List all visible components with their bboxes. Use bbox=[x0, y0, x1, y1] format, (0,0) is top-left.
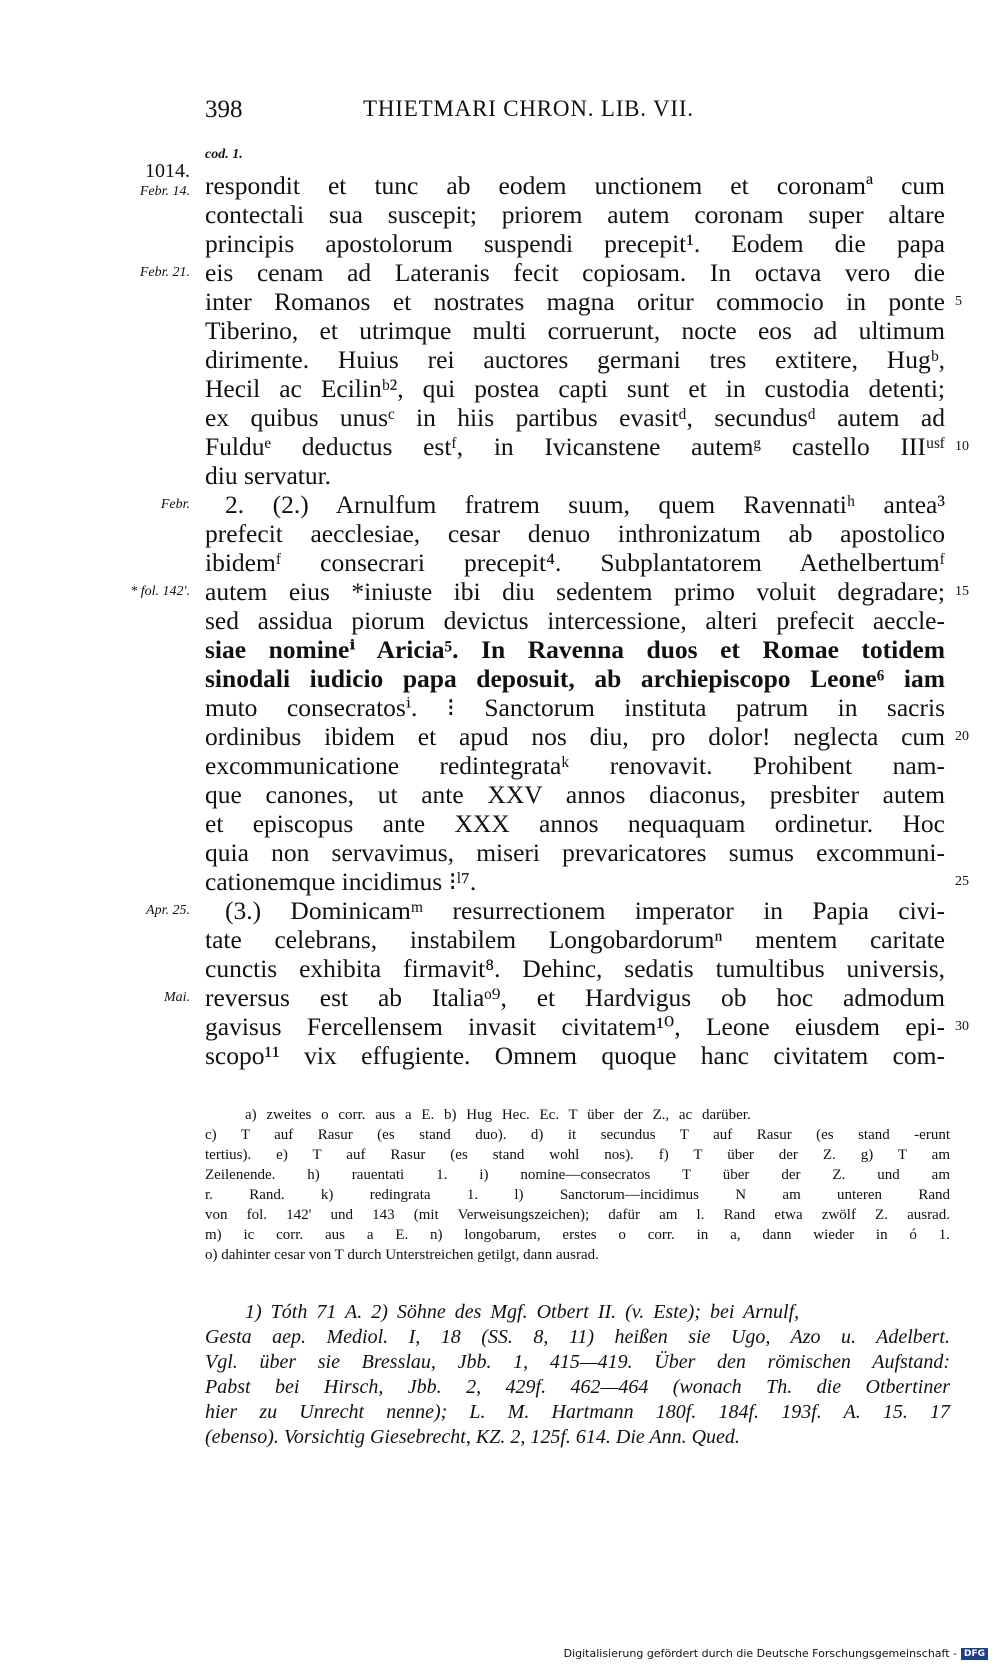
margin-folio: * fol. 142'. bbox=[130, 584, 190, 599]
text-line bbox=[163, 983, 950, 1012]
line-text: sinodali iudicio papa deposuit, ab archiepiscopo Leone⁶ iam bbox=[205, 664, 945, 693]
footnote-line: (ebenso). Vorsichtig Giesebrecht, KZ. 2, 125f. 614. Die Ann. Qued. bbox=[205, 1426, 740, 1448]
text-line bbox=[205, 780, 950, 809]
text-line bbox=[205, 809, 950, 838]
text-line bbox=[205, 403, 950, 432]
footnote-line: 1) Tóth 71 A. 2) Söhne des Mgf. Otbert II. (v. Este); bei Arnulf, bbox=[245, 1301, 800, 1323]
text-line bbox=[205, 925, 950, 954]
line-number: 15 bbox=[955, 584, 969, 599]
apparatus-line: r. Rand. k) redingrata 1. l) Sanctorum—incidimus N am unteren Rand bbox=[205, 1187, 950, 1203]
dfg-logo: DFG bbox=[961, 1648, 988, 1660]
text-line bbox=[205, 635, 950, 664]
footnote-line: Vgl. über sie Bresslau, Jbb. 1, 415—419. Über den römischen Aufstand: bbox=[205, 1351, 950, 1373]
line-text: excommunicatione redintegrataᵏ renovavit. Prohibent nam- bbox=[205, 751, 945, 780]
text-line bbox=[205, 229, 950, 258]
line-text: Tiberino, et utrimque multi corruerunt, nocte eos ad ultimum bbox=[205, 316, 945, 345]
credit-text: Digitalisierung gefördert durch die Deutsche Forschungsgemeinschaft - bbox=[563, 1647, 957, 1660]
line-number: 10 bbox=[955, 439, 969, 454]
line-text: respondit et tunc ab eodem unctionem et coronamª cum bbox=[205, 171, 945, 200]
line-text: (3.) Dominicamᵐ resurrectionem imperator in Papia civi- bbox=[225, 896, 945, 925]
text-line bbox=[205, 345, 950, 374]
footnote-line: hier zu Unrecht nenne); L. M. Hartmann 180f. 184f. 193f. A. 15. 17 bbox=[205, 1401, 950, 1423]
line-text: ordinibus ibidem et apud nos diu, pro dolor! neglecta cum bbox=[205, 722, 945, 751]
text-line bbox=[205, 461, 950, 490]
line-text: quia non servavimus, miseri prevaricatores sumus excommuni- bbox=[205, 838, 945, 867]
line-text: gavisus Fercellensem invasit civitatem¹⁰, Leone eiusdem epi- bbox=[205, 1012, 945, 1041]
line-text: cationemque incidimus ⁝ˡ⁷. bbox=[205, 867, 477, 896]
line-text: reversus est ab Italiaᵒ⁹, et Hardvigus ob hoc admodum bbox=[205, 983, 945, 1012]
text-line bbox=[205, 1012, 969, 1041]
page-number: 398 bbox=[205, 96, 243, 123]
line-text: sed assidua piorum devictus intercessione, alteri prefecit aeccle- bbox=[205, 606, 945, 635]
line-text: inter Romanos et nostrates magna oritur commocio in ponte bbox=[205, 287, 945, 316]
line-number: 25 bbox=[955, 874, 969, 889]
line-number: 20 bbox=[955, 729, 969, 744]
apparatus-line: a) zweites o corr. aus a E. b) Hug Hec. Ec. T über der Z., ac darüber. bbox=[245, 1107, 751, 1123]
text-line bbox=[146, 896, 950, 925]
critical-apparatus bbox=[205, 1105, 950, 1265]
line-text: contectali sua suscepit; priorem autem coronam super altare bbox=[205, 200, 945, 229]
page-header bbox=[205, 96, 775, 130]
line-text: autem eius *iniuste ibi diu sedentem primo voluit degradare; bbox=[205, 577, 945, 606]
text-line bbox=[205, 519, 950, 548]
running-title: THIETMARI CHRON. LIB. VII. bbox=[363, 96, 694, 121]
apparatus-line: c) T auf Rasur (es stand duo). d) it secundus T auf Rasur (es stand -erunt bbox=[205, 1127, 950, 1143]
line-text: et episcopus ante XXX annos nequaquam ordinetur. Hoc bbox=[205, 809, 945, 838]
margin-date: Mai. bbox=[163, 990, 190, 1005]
margin-date: Febr. bbox=[160, 497, 190, 512]
margin-date: Apr. 25. bbox=[146, 903, 190, 918]
text-line bbox=[205, 838, 950, 867]
text-line bbox=[130, 577, 969, 606]
apparatus-line: o) dahinter cesar von T durch Unterstreichen getilgt, dann ausrad. bbox=[205, 1247, 599, 1263]
line-text: tate celebrans, instabilem Longobardorumⁿ mentem caritate bbox=[205, 925, 945, 954]
line-number: 5 bbox=[955, 294, 962, 309]
text-line bbox=[205, 1041, 950, 1070]
line-text: que canones, ut ante XXV annos diaconus, presbiter autem bbox=[205, 780, 945, 809]
text-line bbox=[205, 693, 950, 722]
text-line bbox=[205, 287, 962, 316]
line-text: principis apostolorum suspendi precepit¹. Eodem die papa bbox=[205, 229, 945, 258]
line-text: muto consecratosⁱ. ⁝ Sanctorum instituta patrum in sacris bbox=[205, 693, 945, 722]
margin-date: Febr. 14. bbox=[139, 184, 190, 199]
footnote-line: Gesta aep. Mediol. I, 18 (SS. 8, 11) heißen sie Ugo, Azo u. Adelbert. bbox=[205, 1326, 950, 1348]
line-text: scopo¹¹ vix effugiente. Omnem quoque hanc civitatem com- bbox=[205, 1041, 945, 1070]
apparatus-line: Zeilenende. h) rauentati 1. i) nomine—consecratos T über der Z. und am bbox=[205, 1167, 950, 1183]
text-line bbox=[205, 374, 950, 403]
footnotes bbox=[205, 1300, 950, 1450]
text-line bbox=[205, 954, 950, 983]
line-text: 2. (2.) Arnulfum fratrem suum, quem Ravennatiʰ antea³ bbox=[225, 490, 945, 519]
line-text: Hecil ac Ecilinᵇ², qui postea capti sunt et in custodia detenti; bbox=[205, 374, 945, 403]
margin-year: 1014. bbox=[145, 160, 190, 182]
apparatus-line: von fol. 142' und 143 (mit Verweisungszeichen); dafür am l. Rand etwa zwölf Z. ausrad. bbox=[205, 1207, 950, 1223]
margin-date: Febr. 21. bbox=[139, 265, 190, 280]
text-line bbox=[205, 867, 969, 896]
text-line bbox=[205, 606, 950, 635]
line-text: diu servatur. bbox=[205, 461, 332, 490]
line-text: ex quibus unusᶜ in hiis partibus evasitᵈ, secundusᵈ autem ad bbox=[205, 403, 945, 432]
text-line bbox=[205, 722, 969, 751]
text-line bbox=[205, 316, 950, 345]
main-text bbox=[130, 160, 969, 1070]
line-text: ibidemᶠ consecrari precepit⁴. Subplantatorem Aethelbertumᶠ bbox=[205, 548, 945, 577]
apparatus-line: m) ic corr. aus a E. n) longobarum, erstes o corr. in a, dann wieder in ó 1. bbox=[205, 1227, 950, 1243]
text-line bbox=[205, 664, 950, 693]
line-number: 30 bbox=[955, 1019, 969, 1034]
line-text: cunctis exhibita firmavit⁸. Dehinc, sedatis tumultibus universis, bbox=[205, 954, 945, 983]
text-line bbox=[160, 490, 950, 519]
line-text: siae nomineⁱ Aricia⁵. In Ravenna duos et Romae totidem bbox=[205, 635, 945, 664]
text-line bbox=[205, 751, 950, 780]
line-text: prefecit aecclesiae, cesar denuo inthronizatum ab apostolico bbox=[205, 519, 945, 548]
apparatus-line: tertius). e) T auf Rasur (es stand wohl nos). f) T über der Z. g) T am bbox=[205, 1147, 950, 1163]
line-text: dirimente. Huius rei auctores germani tres extitere, Hugᵇ, bbox=[205, 345, 945, 374]
line-text: Fulduᵉ deductus estᶠ, in Ivicanstene autemᵍ castello IIIᵘˢᶠ bbox=[205, 432, 945, 461]
text-line bbox=[139, 258, 950, 287]
text-line bbox=[205, 200, 950, 229]
footnote-line: Pabst bei Hirsch, Jbb. 2, 429f. 462—464 (wonach Th. die Otbertiner bbox=[205, 1376, 950, 1398]
text-line bbox=[139, 160, 950, 200]
digitization-credit bbox=[564, 1647, 988, 1660]
codex-note: cod. 1. bbox=[205, 147, 243, 162]
text-line bbox=[205, 432, 969, 461]
line-text: eis cenam ad Lateranis fecit copiosam. In octava vero die bbox=[205, 258, 945, 287]
text-line bbox=[205, 548, 950, 577]
